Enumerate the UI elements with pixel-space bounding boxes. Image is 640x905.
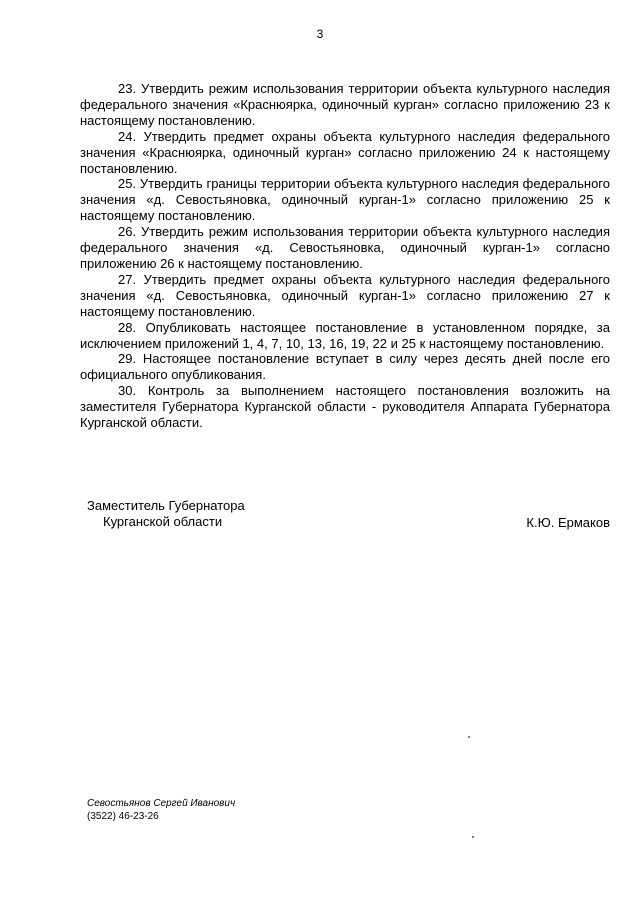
paragraph-28: 28. Опубликовать настоящее постановление в установленном порядке, за исключением приложений 1, 4, 7, 10, 13, 16, 19, 22 и 25 к настоящему постановлению.	[80, 319, 610, 351]
paragraph-24: 24. Утвердить предмет охраны объекта культурного наследия федерального значения «Краснюярка, одиночный курган» согласно приложению 24 к настоящему постановлению.	[80, 128, 610, 176]
paragraph-30: 30. Контроль за выполнением настоящего постановления возложить на заместителя Губернатора Курганской области - руководителя Аппарата Губернатора Курганской области.	[80, 383, 610, 431]
paragraph-25: 25. Утвердить границы территории объекта культурного наследия федерального значения «д. Севостьяновка, одиночный курган-1» согласно приложению 25 к настоящему постановлению.	[80, 176, 610, 224]
paragraph-27: 27. Утвердить предмет охраны объекта культурного наследия федерального значения «д. Севостьяновка, одиночный курган-1» согласно приложению 27 к настоящему постановлению.	[80, 271, 610, 319]
paragraph-29: 29. Настоящее постановление вступает в силу через десять дней после его официального опубликования.	[80, 351, 610, 383]
document-body	[80, 81, 610, 431]
executor-name: Севостьянов Сергей Иванович	[87, 798, 236, 809]
page-number: 3	[316, 27, 324, 41]
scan-speck	[468, 736, 470, 738]
signatory-position-line1: Заместитель Губернатора	[87, 498, 245, 513]
signatory-name: К.Ю. Ермаков	[526, 515, 610, 530]
executor-block	[87, 797, 235, 823]
paragraph-26: 26. Утвердить режим использования территории объекта культурного наследия федерального значения «д. Севостьяновка, одиночный курган-1» согласно приложению 26 к настоящему постановлению.	[80, 224, 610, 271]
scan-speck	[472, 836, 474, 838]
signatory-position-line2: Курганской области	[103, 514, 223, 529]
paragraph-23: 23. Утвердить режим использования территории объекта культурного наследия федерального значения «Краснюярка, одиночный курган» согласно приложению 23 к настоящему постановлению.	[80, 81, 610, 128]
signatory-position	[87, 498, 245, 530]
executor-phone: (3522) 46-23-26	[87, 811, 159, 822]
